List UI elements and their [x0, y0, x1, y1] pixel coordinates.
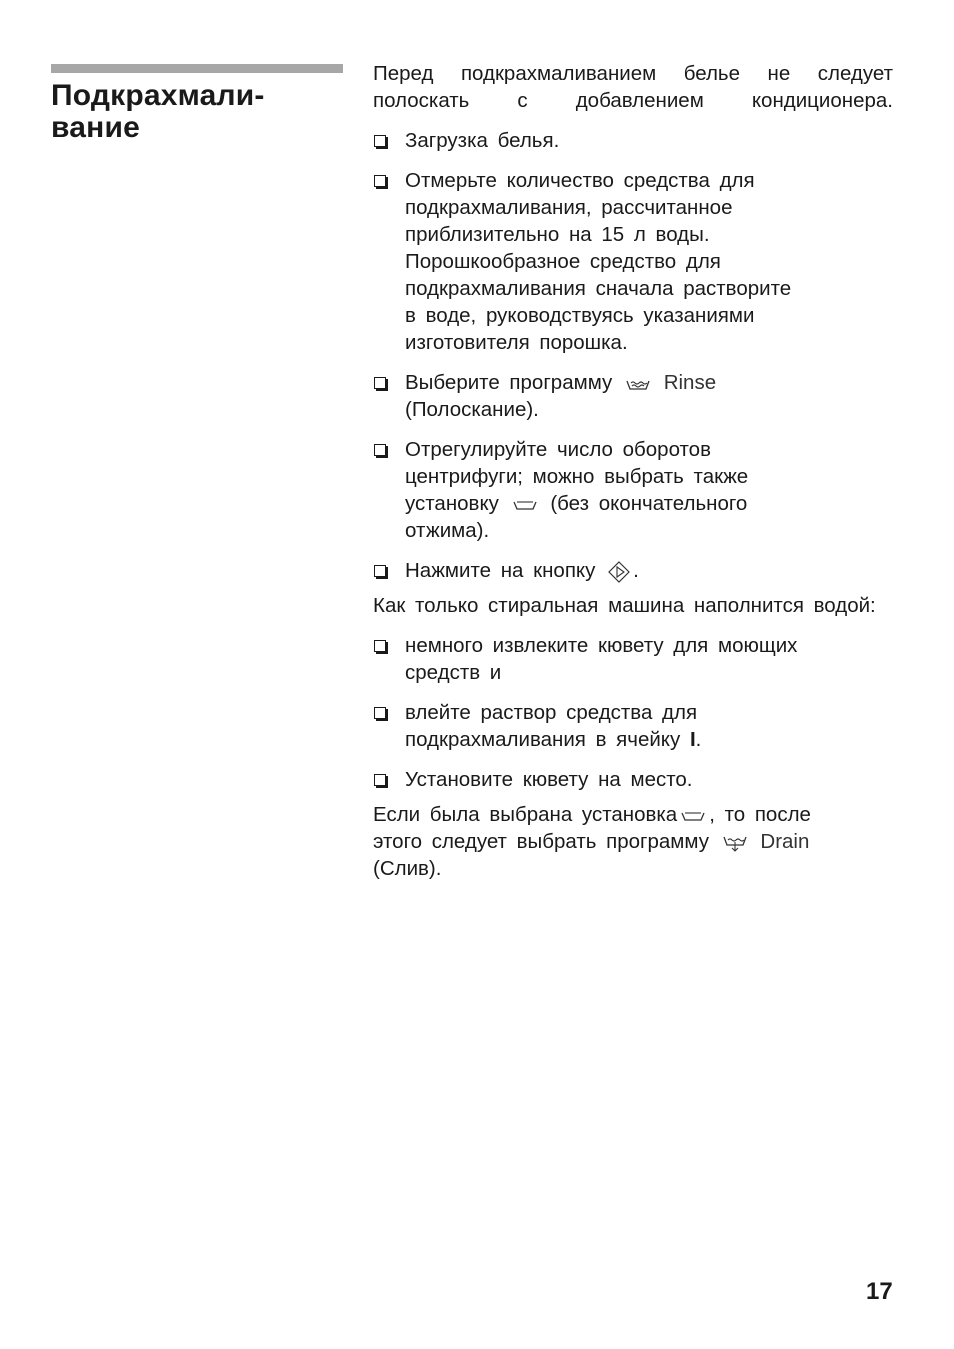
section-title [51, 80, 351, 144]
checkbox-icon [374, 774, 386, 786]
section-title-line1: Подкрахмали- [51, 79, 265, 112]
list-item [373, 766, 893, 793]
checkbox-icon [374, 135, 386, 147]
item-text: подкрахмаливания, рассчитанное [405, 196, 733, 219]
section-title-line2: вание [51, 111, 140, 144]
list-item [373, 127, 893, 154]
item-text: отжима). [405, 519, 490, 542]
item-text: Загрузка белья. [405, 129, 560, 152]
item-text: подкрахмаливания сначала растворите [405, 277, 792, 300]
outro-text: , то после [709, 803, 811, 826]
item-text: (Полоскание). [405, 398, 539, 421]
item-text: Отрегулируйте число оборотов [405, 438, 711, 461]
item-text: приблизительно на 15 л воды. [405, 223, 710, 246]
list-item [373, 699, 893, 753]
compartment-label: I [689, 728, 696, 751]
list-item [373, 632, 893, 686]
checkbox-icon [374, 444, 386, 456]
intro-paragraph: Перед подкрахмаливанием белье не следует полоскать с добавлением кондиционера. [373, 62, 893, 112]
checkbox-icon [374, 175, 386, 187]
item-text: немного извлеките кювету для моющих [405, 634, 798, 657]
start-button-icon [608, 561, 630, 583]
item-text: Установите кювету на место. [405, 768, 693, 791]
tub-icon [512, 498, 538, 512]
item-text: средств и [405, 661, 502, 684]
outro-text: (Слив). [373, 857, 442, 880]
list-item [373, 436, 893, 544]
item-text: Выберите программу [405, 371, 613, 394]
list-item [373, 167, 893, 356]
program-name: Drain [760, 830, 810, 853]
outro-paragraph [373, 801, 875, 882]
checkbox-icon [374, 565, 386, 577]
program-name: Rinse [663, 371, 717, 394]
item-text: влейте раствор средства для [405, 701, 698, 724]
item-text: Нажмите на кнопку [405, 559, 596, 582]
content-column [373, 60, 893, 882]
outro-text: Если была выбрана установка [373, 803, 678, 826]
item-text: . [695, 728, 702, 751]
checkbox-icon [374, 707, 386, 719]
checkbox-icon [374, 640, 386, 652]
outro-text: этого следует выбрать программу [373, 830, 709, 853]
drain-icon [722, 834, 748, 852]
item-text: . [633, 559, 639, 582]
list-item [373, 557, 893, 584]
item-text: установку [405, 492, 499, 515]
item-text: Порошкообразное средство для [405, 250, 721, 273]
mid-paragraph: Как только стиральная машина наполнится водой: [373, 594, 876, 617]
item-text: Отмерьте количество средства для [405, 169, 755, 192]
rinse-icon [625, 377, 651, 391]
tub-icon [680, 809, 706, 823]
item-text: (без окончательного [550, 492, 748, 515]
item-text: центрифуги; можно выбрать также [405, 465, 749, 488]
item-text: в воде, руководствуясь указаниями [405, 304, 755, 327]
list-item [373, 369, 893, 423]
item-text: подкрахмаливания в ячейку [405, 728, 681, 751]
checkbox-icon [374, 377, 386, 389]
item-text: изготовителя порошка. [405, 331, 628, 354]
page-number: 17 [866, 1278, 893, 1305]
section-bar [51, 64, 343, 73]
